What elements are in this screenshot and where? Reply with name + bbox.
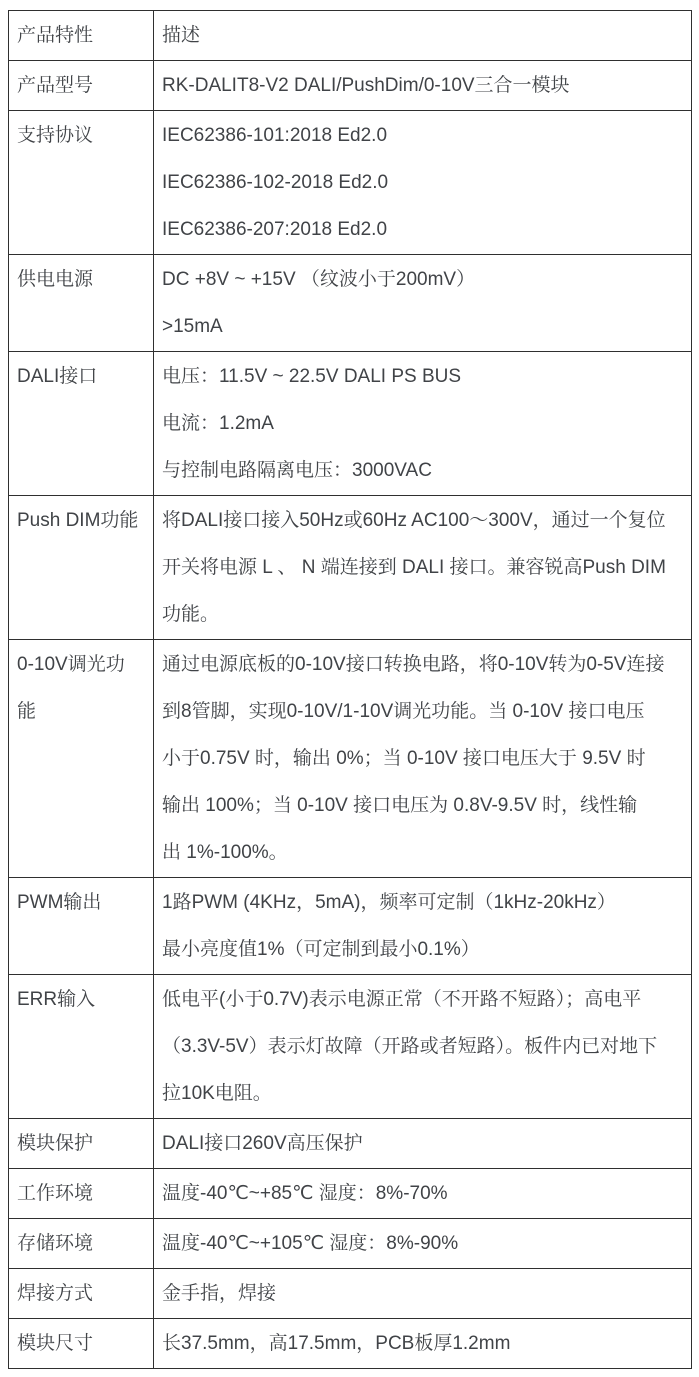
table-row xyxy=(9,496,692,640)
desc-line: 电压：11.5V ~ 22.5V DALI PS BUS xyxy=(162,366,462,387)
row-label-cell xyxy=(9,1169,154,1219)
row-desc-cell xyxy=(154,111,692,255)
row-label-cell xyxy=(9,255,154,352)
row-desc-cell xyxy=(154,1169,692,1219)
spec-table xyxy=(8,10,692,1369)
row-label-cell xyxy=(9,975,154,1119)
row-label: 能 xyxy=(17,701,37,722)
table-row xyxy=(9,111,692,255)
desc-line: RK-DALIT8-V2 DALI/PushDim/0-10V三合一模块 xyxy=(162,75,570,96)
row-label-cell xyxy=(9,1119,154,1169)
desc-line: DALI接口260V高压保护 xyxy=(162,1133,363,1154)
row-label: 工作环境 xyxy=(17,1183,94,1204)
row-desc-cell xyxy=(154,352,692,496)
row-desc-cell xyxy=(154,1269,692,1319)
table-row xyxy=(9,640,692,878)
table-row xyxy=(9,1319,692,1369)
row-label: 供电电源 xyxy=(17,269,94,290)
table-row xyxy=(9,1269,692,1319)
row-desc-cell xyxy=(154,878,692,975)
desc-line: 功能。 xyxy=(162,604,220,625)
table-row xyxy=(9,975,692,1119)
row-label: PWM输出 xyxy=(17,892,102,913)
desc-line: 输出 100%；当 0-10V 接口电压为 0.8V-9.5V 时，线性输 xyxy=(162,795,638,816)
row-desc-cell xyxy=(154,1219,692,1269)
desc-line: 出 1%-100%。 xyxy=(162,842,288,863)
row-desc-cell xyxy=(154,496,692,640)
desc-line: 低电平(小于0.7V)表示电源正常（不开路不短路）；高电平 xyxy=(162,989,642,1010)
row-label-cell xyxy=(9,352,154,496)
table-row xyxy=(9,878,692,975)
table-row xyxy=(9,352,692,496)
desc-line: 金手指，焊接 xyxy=(162,1283,277,1304)
table-row xyxy=(9,1119,692,1169)
desc-line: 通过电源底板的0-10V接口转换电路，将0-10V转为0-5V连接 xyxy=(162,654,665,675)
row-label-cell xyxy=(9,640,154,878)
row-label: 焊接方式 xyxy=(17,1283,94,1304)
row-label: 模块尺寸 xyxy=(17,1333,94,1354)
desc-line: 到8管脚，实现0-10V/1-10V调光功能。当 0-10V 接口电压 xyxy=(162,701,645,722)
desc-line: 开关将电源 L 、 N 端连接到 DALI 接口。兼容锐高Push DIM xyxy=(162,557,666,578)
row-desc-cell xyxy=(154,975,692,1119)
row-desc-cell xyxy=(154,1119,692,1169)
desc-line: IEC62386-101:2018 Ed2.0 xyxy=(162,125,388,146)
row-label-cell xyxy=(9,496,154,640)
table-row xyxy=(9,255,692,352)
row-label: 产品型号 xyxy=(17,75,94,96)
table-header-row xyxy=(9,11,692,61)
desc-line: 与控制电路隔离电压：3000VAC xyxy=(162,460,432,481)
desc-line: 将DALI接口接入50Hz或60Hz AC100～300V，通过一个复位 xyxy=(162,510,666,531)
row-desc-cell xyxy=(154,61,692,111)
desc-line: IEC62386-102-2018 Ed2.0 xyxy=(162,172,389,193)
row-label: 支持协议 xyxy=(17,125,94,146)
desc-line: （3.3V-5V）表示灯故障（开路或者短路）。板件内已对地下 xyxy=(162,1036,658,1057)
desc-line: 长37.5mm，高17.5mm，PCB板厚1.2mm xyxy=(162,1333,511,1354)
desc-line: 电流：1.2mA xyxy=(162,413,274,434)
table-row xyxy=(9,61,692,111)
desc-line: 温度-40℃~+85℃ 湿度：8%-70% xyxy=(162,1183,448,1204)
row-label: 模块保护 xyxy=(17,1133,94,1154)
desc-line: 温度-40℃~+105℃ 湿度：8%-90% xyxy=(162,1233,459,1254)
row-desc-cell xyxy=(154,1319,692,1369)
row-label-cell xyxy=(9,878,154,975)
desc-line: 1路PWM (4KHz，5mA)，频率可定制（1kHz-20kHz） xyxy=(162,892,616,913)
desc-line: 拉10K电阻。 xyxy=(162,1083,272,1104)
table-row xyxy=(9,1169,692,1219)
row-label: 存储环境 xyxy=(17,1233,94,1254)
column-header-description: 描述 xyxy=(162,25,201,46)
desc-line: 小于0.75V 时，输出 0%；当 0-10V 接口电压大于 9.5V 时 xyxy=(162,748,646,769)
row-label: DALI接口 xyxy=(17,366,98,387)
desc-line: IEC62386-207:2018 Ed2.0 xyxy=(162,219,388,240)
column-header-feature: 产品特性 xyxy=(17,25,94,46)
header-feature-cell xyxy=(9,11,154,61)
row-desc-cell xyxy=(154,640,692,878)
row-desc-cell xyxy=(154,255,692,352)
desc-line: >15mA xyxy=(162,316,223,337)
desc-line: DC +8V ~ +15V （纹波小于200mV） xyxy=(162,269,476,290)
desc-line: 最小亮度值1%（可定制到最小0.1%） xyxy=(162,939,480,960)
table-row xyxy=(9,1219,692,1269)
row-label-cell xyxy=(9,111,154,255)
row-label-cell xyxy=(9,1219,154,1269)
header-description-cell xyxy=(154,11,692,61)
row-label: Push DIM功能 xyxy=(17,510,139,531)
row-label: ERR输入 xyxy=(17,989,96,1010)
row-label: 0-10V调光功 xyxy=(17,654,125,675)
row-label-cell xyxy=(9,1319,154,1369)
row-label-cell xyxy=(9,61,154,111)
row-label-cell xyxy=(9,1269,154,1319)
